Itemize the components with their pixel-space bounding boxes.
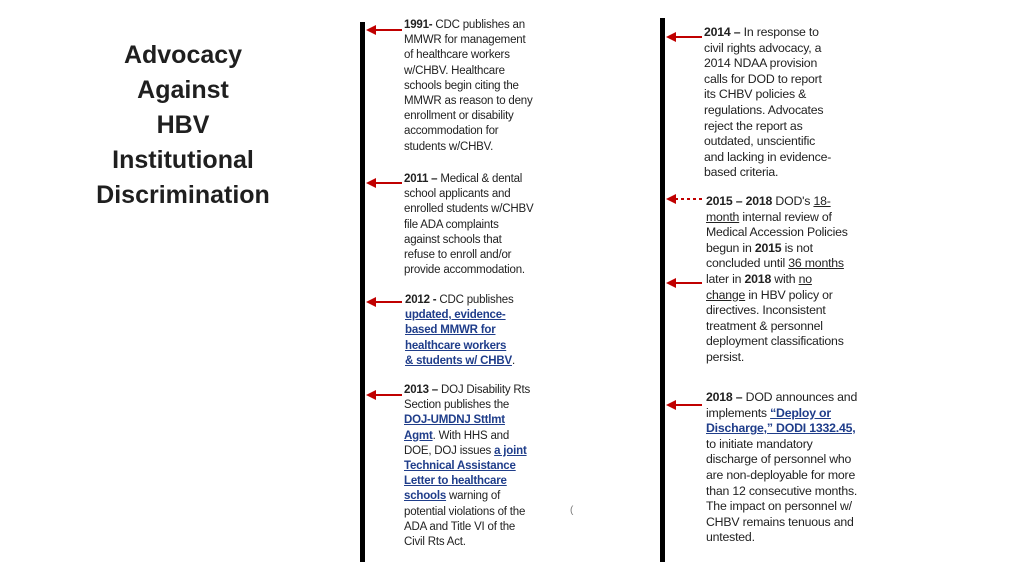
arrow-2014 [666,31,702,43]
link-updated-mmwr[interactable]: & students w/ CHBV [405,354,512,367]
title-line: Advocacy [123,41,243,69]
event-1991: 1991- CDC publishes an MMWR for management of healthcare workers w/CHBV. Healthcare schools begin citing the MMWR as reason to deny enrollment or disability accommodation for students w/CHBV. [404,19,533,153]
left-timeline-line [360,22,365,562]
arrow-2018-later [666,277,702,289]
link-joint-letter[interactable]: a joint [494,444,527,457]
title-line: HBV [156,111,210,139]
link-joint-letter[interactable]: Letter to healthcare [404,475,507,488]
title-line: Against [137,76,229,104]
stray-mark: ( [570,505,574,516]
link-deploy-or-discharge[interactable]: Discharge,” DODI 1332.45, [706,421,856,436]
link-deploy-or-discharge[interactable]: “Deploy or [770,405,831,420]
link-doj-umdnj[interactable]: DOJ-UMDNJ Sttlmt [404,414,505,427]
event-2014: 2014 – In response to civil rights advocacy, a 2014 NDAA provision calls for DOD to report its CHBV policies & regulations. Advocates reject the report as outdated, unscientific and lacking in evidence- based criteria. [704,25,832,180]
event-2018: 2018 – DOD announces and implements “Deploy or Discharge,” DODI 1332.45, to initiate mandatory discharge of personnel who are non-deployable for more than 12 consecutive months. The impact on personnel w/ CHBV remains tenuous and untested. [706,390,858,545]
link-updated-mmwr[interactable]: based MMWR for [405,324,496,337]
event-2011: 2011 – Medical & dental school applicants and enrolled students w/CHBV file ADA complaints against schools that refuse to enroll and/or provide accommodation. [404,173,534,277]
event-2015-2018: 2015 – 2018 DOD's 18- month internal review of Medical Accession Policies begun in 2015 is not concluded until 36 months later in 2018 with no change in HBV policy or directives. Inconsistent treatment & personnel deployment classifications persist. [706,194,848,364]
title-line: Discrimination [96,181,270,209]
arrow-2018 [666,399,702,411]
slide-title [80,38,286,213]
arrow-2015-dashed [666,193,702,205]
link-joint-letter[interactable]: Technical Assistance [404,460,516,473]
link-joint-letter[interactable]: schools [404,490,447,503]
arrow-1991 [366,24,402,36]
link-updated-mmwr[interactable]: healthcare workers [405,339,507,352]
arrow-2012 [366,296,402,308]
arrow-2013 [366,389,402,401]
link-doj-umdnj[interactable]: Agmt [404,429,433,442]
event-2012: 2012 - CDC publishes updated, evidence- based MMWR for healthcare workers & students w/ CHBV. [405,294,515,367]
arrow-2011 [366,177,402,189]
title-line: Institutional [112,146,254,174]
right-timeline-line [660,18,665,562]
event-2013: 2013 – DOJ Disability Rts Section publishes the DOJ-UMDNJ Sttlmt Agmt. With HHS and DOE, DOJ issues a joint Technical Assistance Letter to healthcare schools warning of potential violations of the ADA and Title VI of the Civil Rts Act. [404,384,531,549]
link-updated-mmwr[interactable]: updated, evidence- [405,309,506,322]
